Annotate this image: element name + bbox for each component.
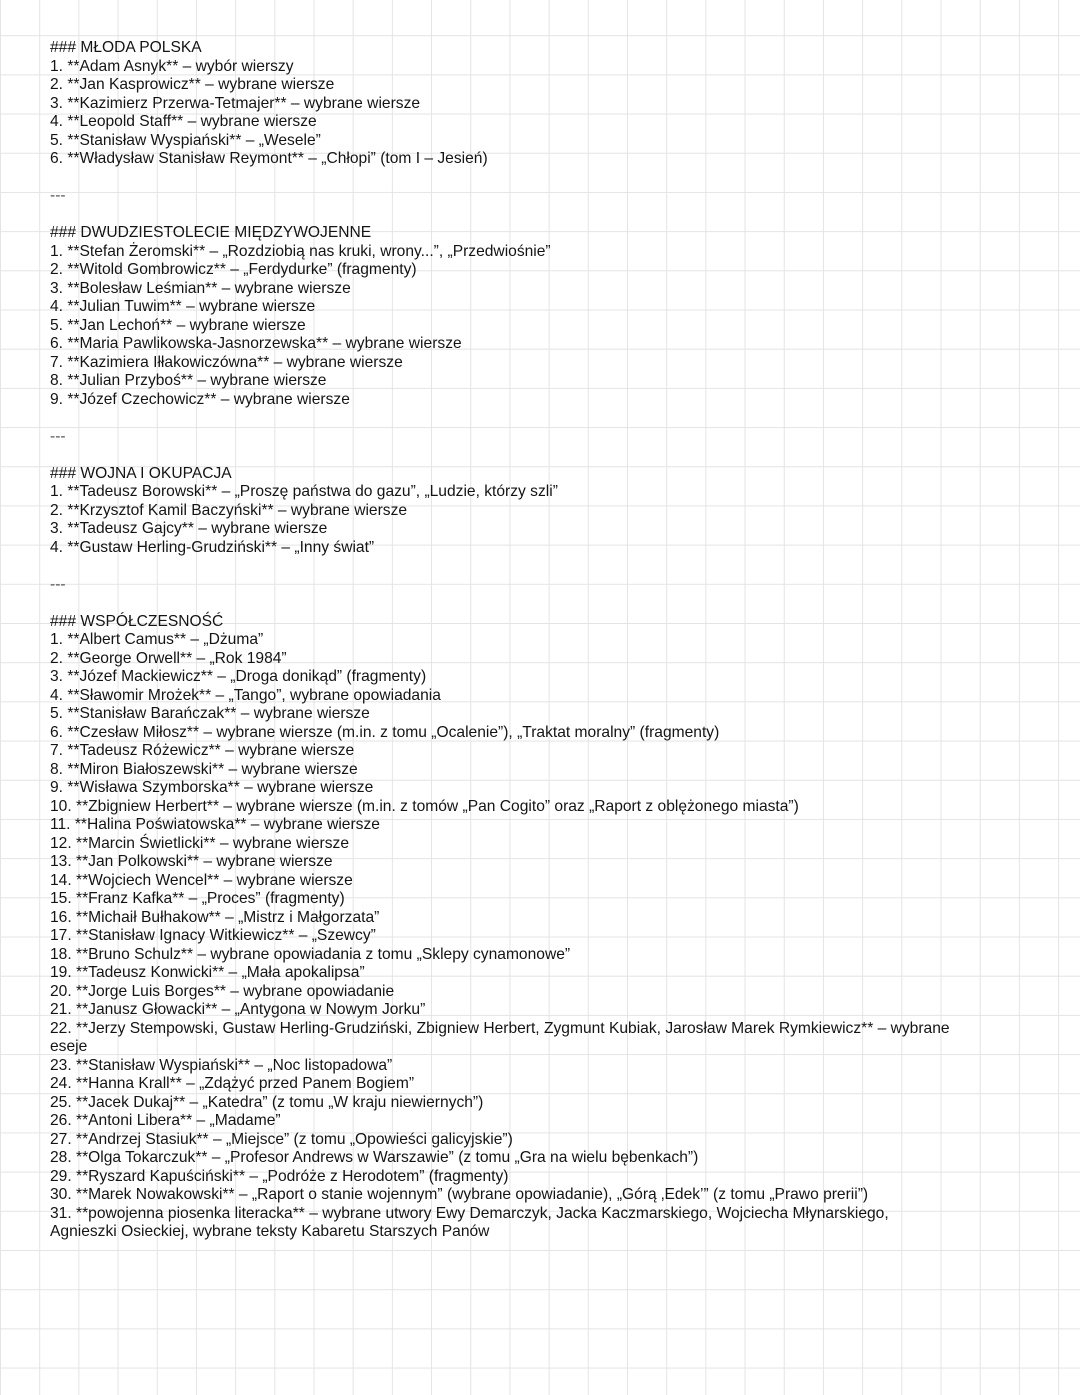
list-item: 12. **Marcin Świetlicki** – wybrane wiersze	[50, 834, 349, 852]
list-item: 3. **Tadeusz Gajcy** – wybrane wiersze	[50, 520, 328, 537]
list-item: 2. **Krzysztof Kamil Baczyński** – wybrane wiersze	[50, 501, 408, 519]
list-item: 6. **Władysław Stanisław Reymont** – „Chłopi” (tom I – Jesień)	[50, 150, 488, 167]
section-separator: ---	[50, 575, 66, 593]
list-item: 5. **Stanisław Wyspiański** – „Wesele”	[50, 131, 321, 149]
list-item: 8. **Julian Przyboś** – wybrane wiersze	[50, 372, 327, 389]
list-item: 2. **Witold Gombrowicz** – „Ferdydurke” (fragmenty)	[50, 261, 417, 278]
list-item: 4. **Leopold Staff** – wybrane wiersze	[50, 113, 317, 130]
list-item: 15. **Franz Kafka** – „Proces” (fragmenty)	[50, 890, 345, 907]
list-item: 26. **Antoni Libera** – „Madame”	[50, 1112, 281, 1129]
section-separator: ---	[50, 427, 66, 445]
list-item: 6. **Czesław Miłosz** – wybrane wiersze (m.in. z tomu „Ocalenie”), „Traktat moralny” (fragmenty)	[50, 723, 720, 741]
list-item: 28. **Olga Tokarczuk** – „Profesor Andrews w Warszawie” (z tomu „Gra na wielu bębenkach”)	[50, 1149, 699, 1166]
list-item: 23. **Stanisław Wyspiański** – „Noc listopadowa”	[50, 1056, 393, 1074]
list-item: 19. **Tadeusz Konwicki** – „Mała apokalipsa”	[50, 964, 365, 981]
list-item: 25. **Jacek Dukaj** – „Katedra” (z tomu „W kraju niewiernych”)	[50, 1093, 484, 1111]
list-item: 1. **Albert Camus** – „Dżuma”	[50, 631, 264, 648]
section-mloda-polska	[50, 39, 950, 169]
list-item: 3. **Kazimierz Przerwa-Tetmajer** – wybrane wiersze	[50, 94, 421, 112]
section-wojna-i-okupacja	[50, 465, 950, 558]
list-item: 30. **Marek Nowakowski** – „Raport o stanie wojennym” (wybrane opowiadanie), „Górą ‚Edek’” (z tomu „Prawo prerii”)	[50, 1186, 869, 1203]
notes-document	[50, 39, 950, 1242]
list-item: 5. **Jan Lechoń** – wybrane wiersze	[50, 316, 306, 334]
list-item: 4. **Julian Tuwim** – wybrane wiersze	[50, 298, 316, 315]
list-item: 16. **Michaił Bułhakow** – „Mistrz i Małgorzata”	[50, 908, 380, 926]
list-item: 18. **Bruno Schulz** – wybrane opowiadania z tomu „Sklepy cynamonowe”	[50, 945, 571, 963]
list-item: 20. **Jorge Luis Borges** – wybrane opowiadanie	[50, 982, 395, 1000]
list-item: 24. **Hanna Krall** – „Zdążyć przed Panem Bogiem”	[50, 1075, 415, 1092]
list-item: 3. **Bolesław Leśmian** – wybrane wiersze	[50, 279, 351, 297]
list-item: 4. **Sławomir Mrożek** – „Tango”, wybrane opowiadania	[50, 686, 441, 704]
list-item: 3. **Józef Mackiewicz** – „Droga donikąd” (fragmenty)	[50, 668, 427, 685]
section-heading: ### MŁODA POLSKA	[50, 39, 202, 56]
list-item: 9. **Wisława Szymborska** – wybrane wiersze	[50, 779, 374, 796]
list-item: 29. **Ryszard Kapuściński** – „Podróże z Herodotem” (fragmenty)	[50, 1167, 509, 1185]
list-item: 1. **Stefan Żeromski** – „Rozdziobią nas kruki, wrony...”, „Przedwiośnie”	[50, 242, 551, 260]
section-heading: ### WOJNA I OKUPACJA	[50, 464, 232, 482]
list-item: 7. **Kazimiera Iłłakowiczówna** – wybrane wiersze	[50, 353, 403, 371]
section-wspolczesnosc	[50, 613, 950, 1242]
list-item: 27. **Andrzej Stasiuk** – „Miejsce” (z tomu „Opowieści galicyjskie”)	[50, 1130, 513, 1148]
list-item: 14. **Wojciech Wencel** – wybrane wiersze	[50, 871, 353, 889]
section-dwudziestolecie	[50, 224, 950, 409]
list-item: 9. **Józef Czechowicz** – wybrane wiersze	[50, 390, 350, 408]
list-item: 21. **Janusz Głowacki** – „Antygona w Nowym Jorku”	[50, 1001, 426, 1018]
list-item: 13. **Jan Polkowski** – wybrane wiersze	[50, 853, 333, 870]
list-item: 4. **Gustaw Herling-Grudziński** – „Inny świat”	[50, 538, 375, 556]
list-item: 5. **Stanisław Barańczak** – wybrane wiersze	[50, 705, 370, 722]
list-item: 8. **Miron Białoszewski** – wybrane wiersze	[50, 760, 358, 778]
section-separator: ---	[50, 187, 66, 204]
list-item: 6. **Maria Pawlikowska-Jasnorzewska** – wybrane wiersze	[50, 335, 462, 352]
list-item: 31. **powojenna piosenka literacka** – wybrane utwory Ewy Demarczyk, Jacka Kaczmarskiego, Wojciecha Młynarskiego, Agnieszki Osieckiej, wybrane teksty Kabaretu Starszych Panów	[50, 1204, 889, 1240]
list-item: 10. **Zbigniew Herbert** – wybrane wiersze (m.in. z tomów „Pan Cogito” oraz „Raport z oblężonego miasta”)	[50, 797, 799, 815]
section-heading: ### DWUDZIESTOLECIE MIĘDZYWOJENNE	[50, 224, 372, 241]
list-item: 2. **George Orwell** – „Rok 1984”	[50, 649, 287, 667]
section-heading: ### WSPÓŁCZESNOŚĆ	[50, 612, 224, 630]
list-item: 7. **Tadeusz Różewicz** – wybrane wiersze	[50, 742, 355, 759]
list-item: 11. **Halina Poświatowska** – wybrane wiersze	[50, 816, 380, 833]
list-item: 17. **Stanisław Ignacy Witkiewicz** – „Szewcy”	[50, 927, 376, 944]
list-item: 1. **Tadeusz Borowski** – „Proszę państwa do gazu”, „Ludzie, którzy szli”	[50, 483, 558, 500]
list-item: 2. **Jan Kasprowicz** – wybrane wiersze	[50, 76, 335, 93]
list-item: 22. **Jerzy Stempowski, Gustaw Herling-Grudziński, Zbigniew Herbert, Zygmunt Kubiak, Jarosław Marek Rymkiewicz** – wybrane eseje	[50, 1019, 950, 1055]
list-item: 1. **Adam Asnyk** – wybór wierszy	[50, 57, 294, 75]
